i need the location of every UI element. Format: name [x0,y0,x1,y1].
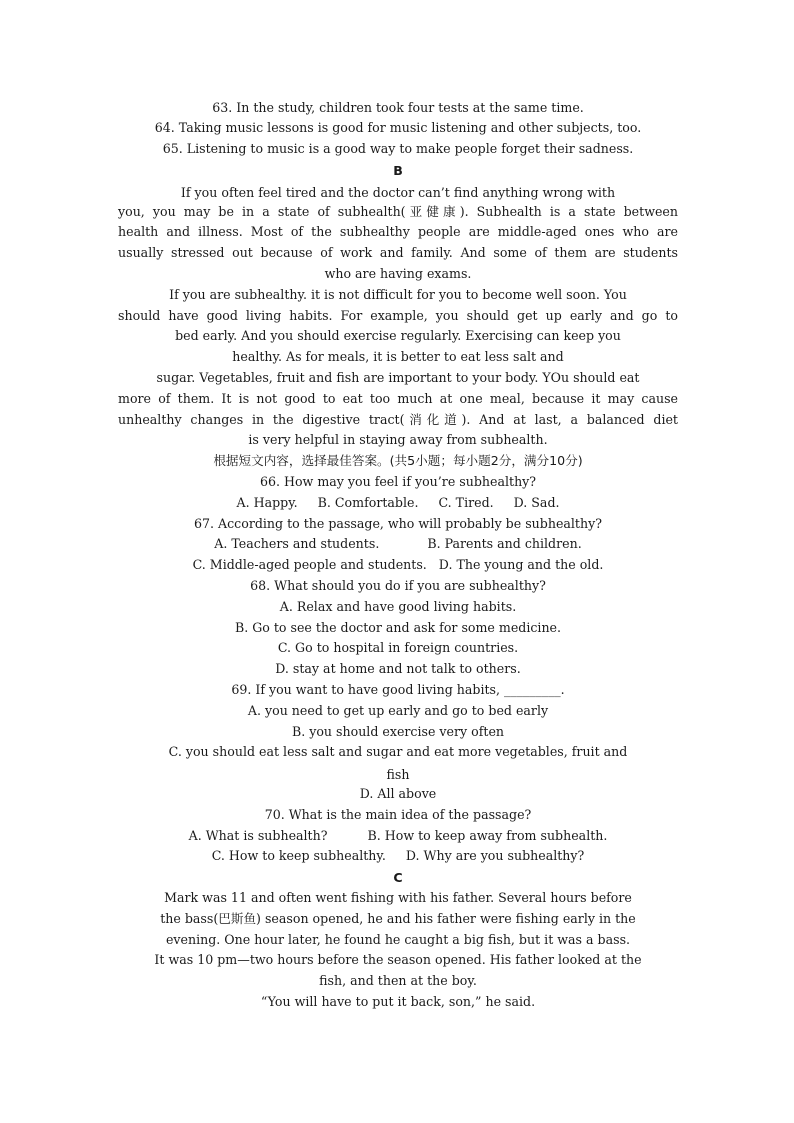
question-66-options: A. Happy. B. Comfortable. C. Tired. D. Sad. [236,495,560,510]
section-c-heading: C [393,870,403,885]
passage-c-line: fish, and then at the boy. [319,973,477,988]
section-b-heading: B [393,163,403,178]
question-67-options-row-1: A. Teachers and students. B. Parents and children. [214,536,582,551]
question-67-options-row-2: C. Middle-aged people and students. D. The young and the old. [192,557,604,572]
passage-b-line: If you often feel tired and the doctor can’t find anything wrong with [180,185,616,200]
question-69-option-c: C. you should eat less salt and sugar and eat more vegetables, fruit and [168,744,628,759]
passage-c-line: Mark was 11 and often went fishing with his father. Several hours before [164,890,632,905]
question-69-stem: 69. If you want to have good living habits, _________. [231,682,565,697]
question-68-option-a: A. Relax and have good living habits. [279,599,517,614]
passage-b-line: unhealthy changes in the digestive tract(消化道). And at last, a balanced diet [118,412,678,427]
passage-c-line: the bass(巴斯鱼) season opened, he and his father were fishing early in the [160,911,636,926]
passage-c-line: “You will have to put it back, son,” he said. [260,994,536,1009]
question-69-option-a: A. you need to get up early and go to bed early [247,703,549,718]
question-68-option-b: B. Go to see the doctor and ask for some medicine. [234,620,562,635]
passage-b-line: healthy. As for meals, it is better to eat less salt and [232,349,564,364]
question-70-options-row-2: C. How to keep subhealthy. D. Why are you subhealthy? [211,848,585,863]
passage-b-line: who are having exams. [324,266,472,281]
passage-b-line: If you are subhealthy. it is not difficult for you to become well soon. You [169,287,627,302]
question-65-statement: 65. Listening to music is a good way to make people forget their sadness. [162,141,634,156]
passage-b-line: should have good living habits. For example, you should get up early and go to [118,308,678,323]
question-69-option-c-continued: fish [386,767,410,782]
passage-b-line: more of them. It is not good to eat too much at one meal, because it may cause [118,391,678,406]
question-63-statement: 63. In the study, children took four tests at the same time. [212,100,584,115]
passage-b-line: you, you may be in a state of subhealth(亚健康). Subhealth is a state between [118,204,678,219]
question-70-stem: 70. What is the main idea of the passage? [264,807,532,822]
passage-c-line: evening. One hour later, he found he caught a big fish, but it was a bass. [165,932,631,947]
question-68-option-d: D. stay at home and not talk to others. [275,661,521,676]
passage-c-line: It was 10 pm—two hours before the season opened. His father looked at the [154,952,642,967]
question-68-option-c: C. Go to hospital in foreign countries. [277,640,519,655]
question-67-stem: 67. According to the passage, who will probably be subhealthy? [194,516,602,531]
question-69-option-b: B. you should exercise very often [291,724,505,739]
passage-b-line: bed early. And you should exercise regularly. Exercising can keep you [175,328,621,343]
question-64-statement: 64. Taking music lessons is good for music listening and other subjects, too. [154,120,642,135]
passage-b-line: usually stressed out because of work and family. And some of them are students [118,245,678,260]
passage-b-line: is very helpful in staying away from subhealth. [248,432,548,447]
question-68-stem: 68. What should you do if you are subhealthy? [250,578,546,593]
question-69-option-d: D. All above [359,786,437,801]
passage-b-line: sugar. Vegetables, fruit and fish are important to your body. YOu should eat [156,370,640,385]
section-b-instruction: 根据短文内容，选择最佳答案。(共5小题；每小题2分，满分10分) [213,453,583,468]
passage-b-line: health and illness. Most of the subhealthy people are middle-aged ones who are [118,224,678,239]
question-66-stem: 66. How may you feel if you’re subhealthy? [259,474,537,489]
question-70-options-row-1: A. What is subhealth? B. How to keep away from subhealth. [188,828,608,843]
